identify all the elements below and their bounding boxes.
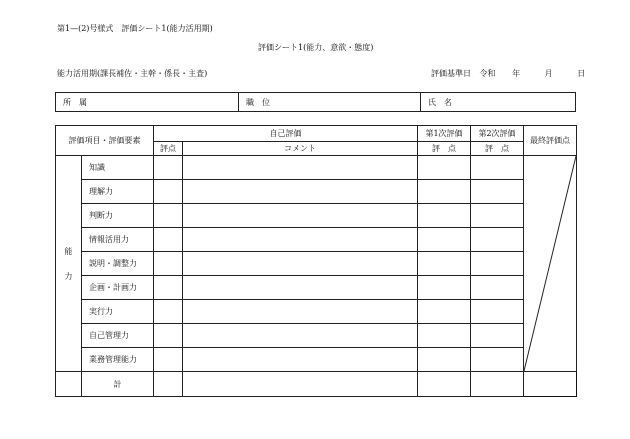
total-label: 計 <box>82 372 154 397</box>
info-table <box>55 92 576 112</box>
comment-cell[interactable] <box>183 204 418 228</box>
final-score-header: 最終評価点 <box>524 126 577 156</box>
category-char-1: 能 <box>64 246 73 256</box>
self-score-cell[interactable] <box>154 204 183 228</box>
comment-cell[interactable] <box>183 156 418 180</box>
total-spacer <box>56 372 82 397</box>
second-score-cell[interactable] <box>471 252 524 276</box>
reference-date <box>431 68 585 79</box>
comment-cell[interactable] <box>183 324 418 348</box>
second-score-cell[interactable] <box>471 228 524 252</box>
self-score-cell[interactable] <box>154 228 183 252</box>
sheet-title: 評価シート1(能力、意欲・態度) <box>258 43 374 52</box>
self-score-cell[interactable] <box>154 300 183 324</box>
self-score-cell[interactable] <box>154 180 183 204</box>
first-score-cell[interactable] <box>418 204 471 228</box>
self-score-cell[interactable] <box>154 324 183 348</box>
comment-cell[interactable] <box>183 252 418 276</box>
category-char-2: 力 <box>64 271 73 281</box>
item-label: 自己管理力 <box>82 324 154 348</box>
second-score-cell[interactable] <box>471 204 524 228</box>
self-score-cell[interactable] <box>154 156 183 180</box>
category-cell <box>56 156 82 372</box>
self-eval-header: 自己評価 <box>154 126 418 142</box>
second-score-cell[interactable] <box>471 156 524 180</box>
name-label: 氏 名 <box>428 97 452 107</box>
evaluation-table <box>55 125 577 397</box>
name-cell[interactable] <box>421 93 576 112</box>
second-score-cell[interactable] <box>471 324 524 348</box>
self-score-header: 評点 <box>154 142 183 156</box>
position-label: 職 位 <box>246 97 270 107</box>
era-label: 令和 <box>479 69 496 78</box>
total-comment[interactable] <box>183 372 418 397</box>
self-score-cell[interactable] <box>154 276 183 300</box>
reference-date-label: 評価基準日 <box>431 69 471 78</box>
second-eval-header: 第2次評価 <box>471 126 524 142</box>
first-score-cell[interactable] <box>418 300 471 324</box>
item-label: 実行力 <box>82 300 154 324</box>
second-score-cell[interactable] <box>471 300 524 324</box>
year-unit: 年 <box>512 69 521 78</box>
second-score-cell[interactable] <box>471 276 524 300</box>
day-unit: 日 <box>577 69 586 78</box>
comment-cell[interactable] <box>183 276 418 300</box>
final-score-cell <box>524 156 577 372</box>
comment-header: コメント <box>183 142 418 156</box>
total-self-score[interactable] <box>154 372 183 397</box>
first-score-cell[interactable] <box>418 228 471 252</box>
comment-cell[interactable] <box>183 300 418 324</box>
item-header: 評価項目・評価要素 <box>56 126 154 156</box>
target-group: 能力活用期(課長補佐・主幹・係長・主査) <box>57 69 208 78</box>
comment-cell[interactable] <box>183 228 418 252</box>
total-final-score[interactable] <box>524 372 577 397</box>
second-score-cell[interactable] <box>471 180 524 204</box>
item-label: 情報活用力 <box>82 228 154 252</box>
item-label: 判断力 <box>82 204 154 228</box>
first-score-cell[interactable] <box>418 276 471 300</box>
month-unit: 月 <box>544 69 553 78</box>
position-cell[interactable] <box>239 93 421 112</box>
first-score-cell[interactable] <box>418 156 471 180</box>
comment-cell[interactable] <box>183 348 418 372</box>
item-label: 説明・調整力 <box>82 252 154 276</box>
total-first-score[interactable] <box>418 372 471 397</box>
item-label: 企画・計画力 <box>82 276 154 300</box>
total-second-score[interactable] <box>471 372 524 397</box>
comment-cell[interactable] <box>183 180 418 204</box>
diagonal-slash <box>524 156 576 371</box>
item-label: 理解力 <box>82 180 154 204</box>
first-score-cell[interactable] <box>418 180 471 204</box>
self-score-cell[interactable] <box>154 252 183 276</box>
self-score-cell[interactable] <box>154 348 183 372</box>
second-score-cell[interactable] <box>471 348 524 372</box>
first-score-cell[interactable] <box>418 348 471 372</box>
form-number: 第1—(2)号様式 評価シート1(能力活用期) <box>57 24 213 33</box>
department-cell[interactable] <box>56 93 239 112</box>
first-eval-header: 第1次評価 <box>418 126 471 142</box>
first-score-header: 評 点 <box>418 142 471 156</box>
department-label: 所 属 <box>63 97 87 107</box>
item-label: 知識 <box>82 156 154 180</box>
item-label: 業務管理能力 <box>82 348 154 372</box>
second-score-header: 評 点 <box>471 142 524 156</box>
first-score-cell[interactable] <box>418 252 471 276</box>
first-score-cell[interactable] <box>418 324 471 348</box>
